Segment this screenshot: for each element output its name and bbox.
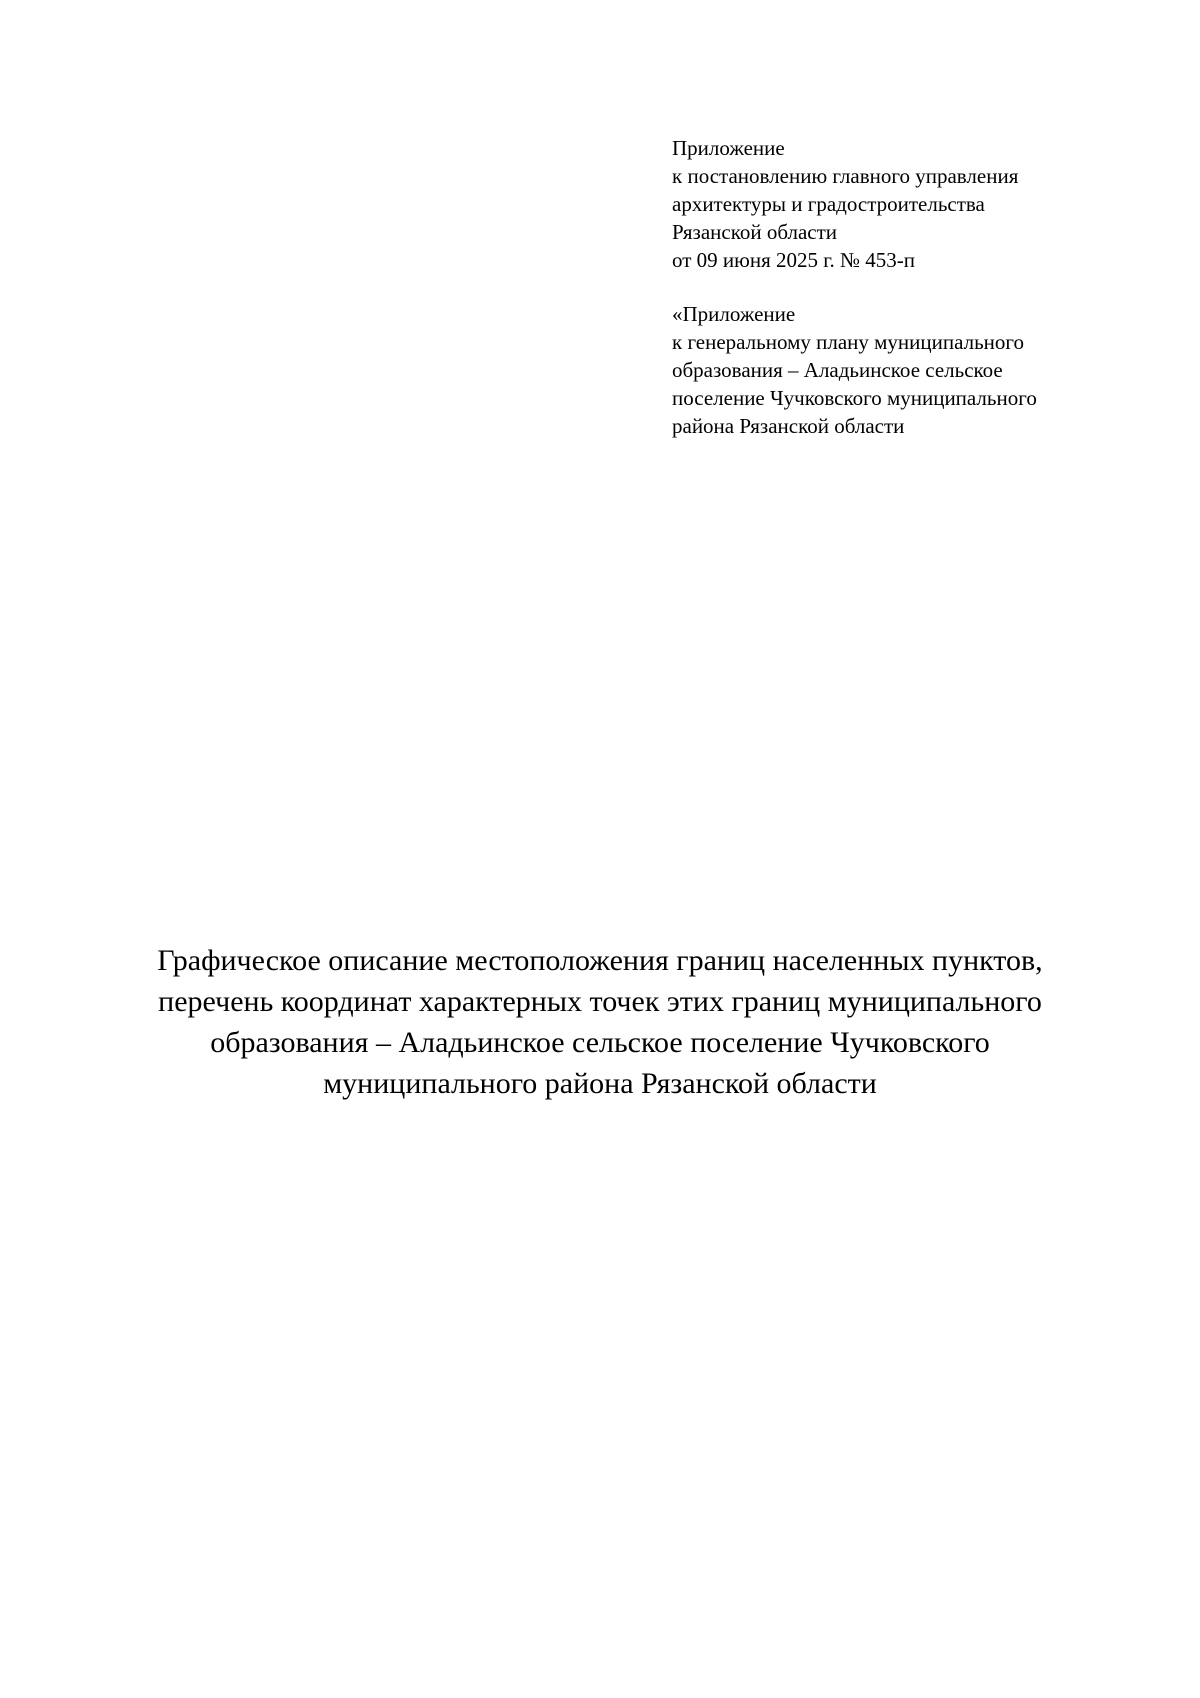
document-title <box>100 940 1100 1104</box>
annex-formation-line: образования – Аладьинское сельское <box>672 358 1003 382</box>
title-line-2: перечень координат характерных точек этих границ муниципального <box>158 985 1042 1018</box>
approval-date-number-line: от 09 июня 2025 г. № 453-п <box>672 248 915 272</box>
approval-resolution-line: к постановлению главного управления <box>672 164 1019 188</box>
approval-heading: Приложение <box>672 136 785 160</box>
title-line-1: Графическое описание местоположения границ населенных пунктов, <box>157 944 1043 977</box>
title-line-3: образования – Аладьинское сельское поселение Чучковского <box>210 1026 990 1059</box>
approval-reference-block <box>672 134 1092 274</box>
annex-district-line: района Рязанской области <box>672 414 905 438</box>
annex-settlement-line: поселение Чучковского муниципального <box>672 386 1037 410</box>
annex-heading: «Приложение <box>672 302 796 326</box>
annex-plan-line: к генеральному плану муниципального <box>672 330 1025 354</box>
title-line-4: муниципального района Рязанской области <box>323 1067 877 1100</box>
approval-region-line: Рязанской области <box>672 220 838 244</box>
annex-reference-block <box>672 300 1092 440</box>
approval-department-line: архитектуры и градостроительства <box>672 192 985 216</box>
